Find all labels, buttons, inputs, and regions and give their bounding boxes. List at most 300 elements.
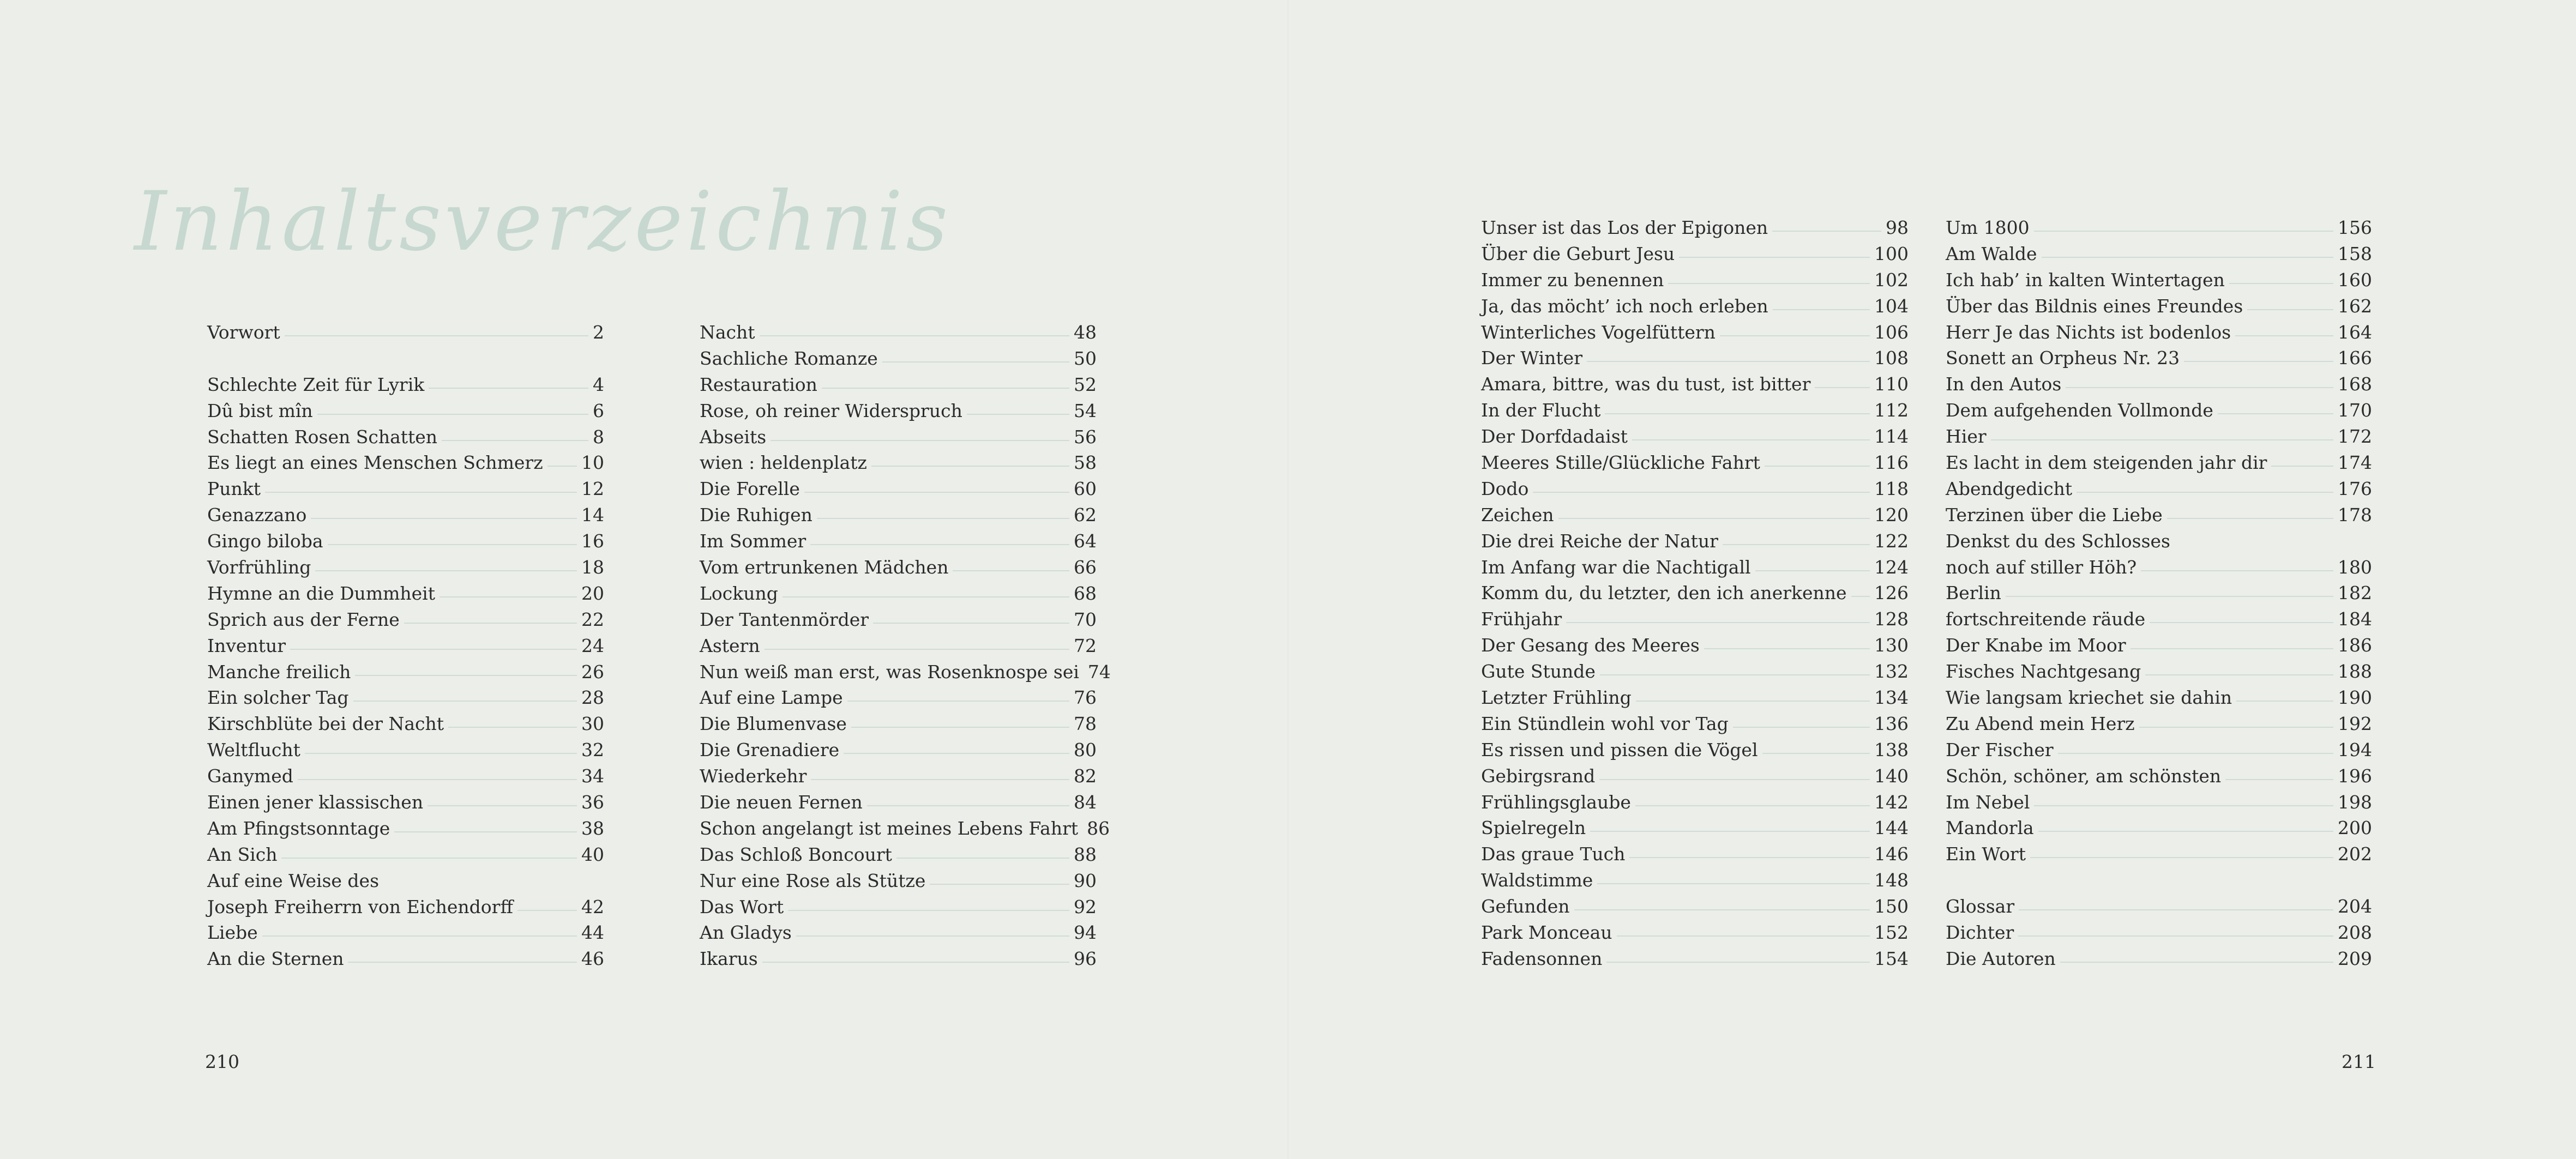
toc-entry-title: Im Anfang war die Nachtigall <box>1481 556 1751 578</box>
toc-entry <box>1481 763 1909 789</box>
toc-entry-title: An Gladys <box>700 922 792 944</box>
toc-entry-page: 144 <box>1874 817 1909 839</box>
toc-entry-title: Komm du, du letzter, den ich anerkenne <box>1481 582 1847 604</box>
toc-leader-line <box>1815 387 1870 388</box>
toc-entry <box>1946 319 2372 346</box>
toc-leader-line <box>844 753 1069 754</box>
toc-leader-line <box>867 805 1069 806</box>
toc-entry <box>1481 215 1909 241</box>
toc-entry-page: 180 <box>2338 556 2372 578</box>
toc-entry <box>1946 789 2372 816</box>
toc-entry-title: Nur eine Rose als Stütze <box>700 870 926 891</box>
toc-entry <box>700 528 1097 554</box>
toc-entry-page: 176 <box>2338 478 2372 499</box>
toc-entry <box>207 946 604 972</box>
toc-leader-line <box>953 570 1069 571</box>
toc-leader-line <box>1605 413 1870 414</box>
toc-leader-line <box>2145 674 2333 675</box>
toc-entry <box>700 398 1097 424</box>
toc-entry-title: Genazzano <box>207 504 307 526</box>
toc-entry <box>1946 632 2372 659</box>
toc-entry-title: wien : heldenplatz <box>700 452 867 474</box>
toc-leader-line <box>355 675 577 676</box>
toc-entry-page: 166 <box>2338 347 2372 369</box>
toc-entry-title: Punkt <box>207 478 261 500</box>
toc-entry-page: 92 <box>1074 896 1097 917</box>
toc-leader-line <box>2229 283 2333 284</box>
toc-leader-line <box>796 935 1069 937</box>
toc-entry-page: 112 <box>1874 400 1909 421</box>
toc-entry <box>207 842 604 868</box>
toc-entry-title: Die Blumenvase <box>700 713 847 735</box>
toc-entry <box>1946 397 2372 424</box>
toc-entry <box>1481 241 1909 267</box>
toc-leader-line <box>1723 544 1870 545</box>
toc-entry-title: Der Knabe im Moor <box>1946 635 2126 656</box>
toc-entry <box>700 711 1097 737</box>
toc-entry-page: 172 <box>2338 426 2372 448</box>
toc-entry <box>1946 711 2372 737</box>
toc-leader-line <box>298 779 577 780</box>
toc-entry <box>1481 397 1909 424</box>
toc-entry <box>1481 632 1909 659</box>
toc-entry-title: An Sich <box>207 843 278 865</box>
toc-leader-line <box>2006 596 2333 597</box>
toc-entry-title: In der Flucht <box>1481 400 1601 421</box>
toc-entry-title: Der Dorfdadaist <box>1481 426 1628 448</box>
toc-leader-line <box>1617 935 1870 937</box>
toc-entry-title: Dichter <box>1946 922 2014 944</box>
toc-entry-page: 22 <box>581 608 604 630</box>
toc-entry-title: Abendgedicht <box>1946 478 2073 499</box>
toc-entry <box>1946 737 2372 763</box>
toc-entry-title: Fadensonnen <box>1481 947 1603 969</box>
toc-entry <box>207 450 604 476</box>
toc-leader-line <box>1704 648 1870 649</box>
toc-leader-line <box>2019 909 2333 910</box>
toc-entry-page: 142 <box>1874 791 1909 813</box>
toc-entry-page: 16 <box>581 530 604 552</box>
toc-entry-page: 30 <box>581 713 604 735</box>
toc-entry-title: Waldstimme <box>1481 870 1593 891</box>
toc-entry <box>700 607 1097 633</box>
toc-entry <box>700 450 1097 476</box>
toc-entry-title: Über das Bildnis eines Freundes <box>1946 295 2243 317</box>
toc-leader-line <box>760 335 1069 336</box>
toc-entry <box>1481 267 1909 293</box>
toc-entry <box>1481 293 1909 319</box>
toc-entry <box>207 554 604 581</box>
toc-entry-title: Lockung <box>700 582 778 604</box>
toc-entry <box>700 737 1097 763</box>
toc-entry-page: 196 <box>2338 765 2372 787</box>
toc-entry <box>1946 345 2372 371</box>
toc-leader-line <box>1597 883 1870 884</box>
toc-leader-line <box>882 361 1069 363</box>
toc-leader-line <box>1629 857 1870 858</box>
toc-entry-page: 64 <box>1074 530 1097 552</box>
toc-entry-title: Spielregeln <box>1481 817 1586 839</box>
toc-entry-title: Das Schloß Boncourt <box>700 843 892 865</box>
toc-leader-line <box>783 596 1069 597</box>
toc-entry-title: Wie langsam kriechet sie dahin <box>1946 687 2232 709</box>
toc-entry <box>1946 371 2372 397</box>
toc-entry-page: 38 <box>581 817 604 839</box>
toc-entry-page: 90 <box>1074 870 1097 891</box>
toc-entry <box>207 816 604 842</box>
toc-entry-title: Das graue Tuch <box>1481 843 1626 865</box>
toc-entry-title: Ein Stündlein wohl vor Tag <box>1481 713 1729 734</box>
toc-entry <box>1481 685 1909 711</box>
toc-leader-line <box>1600 674 1870 675</box>
toc-leader-line <box>1991 439 2333 440</box>
toc-entry-page: 152 <box>1874 922 1909 944</box>
toc-entry-page: 36 <box>581 792 604 813</box>
toc-entry <box>1481 580 1909 606</box>
toc-leader-line <box>1755 570 1870 571</box>
toc-entry-page: 146 <box>1874 843 1909 865</box>
toc-entry-page: 78 <box>1074 713 1097 735</box>
toc-entry <box>700 476 1097 502</box>
toc-entry-page: 62 <box>1074 504 1097 526</box>
toc-entry-page: 102 <box>1874 269 1909 291</box>
toc-entry-page: 70 <box>1074 608 1097 630</box>
toc-entry <box>207 633 604 659</box>
toc-entry <box>1481 920 1909 946</box>
toc-entry <box>207 789 604 816</box>
toc-entry <box>207 868 604 894</box>
toc-leader-line <box>448 727 577 728</box>
toc-entry-page: 4 <box>593 373 604 395</box>
contents-heading: Inhaltsverzeichnis <box>134 174 952 269</box>
toc-entry-title: Dodo <box>1481 478 1529 499</box>
toc-entry-title: Hymne an die Dummheit <box>207 582 435 604</box>
toc-entry-page: 52 <box>1074 373 1097 395</box>
toc-entry-page: 48 <box>1074 322 1097 343</box>
toc-entry <box>1946 528 2372 554</box>
toc-entry-title: Manche freilich <box>207 661 351 683</box>
toc-entry <box>1481 319 1909 346</box>
toc-leader-line <box>440 596 577 597</box>
toc-entry-title: Im Nebel <box>1946 791 2030 813</box>
toc-entry-page: 116 <box>1874 452 1909 474</box>
toc-entry-title: Die neuen Fernen <box>700 792 863 813</box>
toc-entry <box>700 842 1097 868</box>
toc-entry-title: Vom ertrunkenen Mädchen <box>700 557 949 578</box>
toc-entry <box>700 763 1097 789</box>
toc-column-3 <box>1481 215 1909 972</box>
toc-leader-line <box>1533 492 1870 493</box>
toc-leader-line <box>930 884 1069 885</box>
toc-entry-title: Nun weiß man erst, was Rosenknospe sei <box>700 661 1079 683</box>
toc-leader-line <box>311 518 577 519</box>
toc-leader-line <box>1765 466 1870 467</box>
toc-entry-page: 66 <box>1074 557 1097 578</box>
toc-entry-title: Gute Stunde <box>1481 661 1596 683</box>
toc-entry-page: 96 <box>1074 948 1097 970</box>
toc-leader-line <box>2150 622 2333 623</box>
toc-leader-line <box>290 649 577 650</box>
toc-entry-title: Abseits <box>700 426 767 448</box>
toc-entry-page: 118 <box>1874 478 1909 499</box>
toc-leader-line <box>762 962 1069 963</box>
toc-leader-line <box>1558 518 1870 519</box>
toc-entry <box>700 816 1110 842</box>
toc-entry-title: Vorfrühling <box>207 557 311 578</box>
toc-entry-title: Um 1800 <box>1946 217 2030 238</box>
toc-entry-title: Es rissen und pissen die Vögel <box>1481 739 1758 760</box>
toc-entry-page: 20 <box>581 582 604 604</box>
toc-leader-line <box>2030 857 2333 858</box>
toc-entry-title: Winterliches Vogelfüttern <box>1481 321 1716 343</box>
toc-entry-page: 168 <box>2338 373 2372 395</box>
toc-entry-title: Herr Je das Nichts ist bodenlos <box>1946 321 2231 343</box>
toc-leader-line <box>1566 622 1870 623</box>
toc-entry <box>207 581 604 607</box>
toc-entry-title: Gefunden <box>1481 896 1570 917</box>
toc-entry-title: Die Forelle <box>700 478 800 500</box>
toc-entry-title: Ein Wort <box>1946 843 2026 865</box>
toc-entry-page: 56 <box>1074 426 1097 448</box>
toc-leader-line <box>2225 779 2333 780</box>
toc-entry-title: Die Ruhigen <box>700 504 812 526</box>
toc-entry-title: Gingo biloba <box>207 530 323 552</box>
toc-entry <box>1481 502 1909 528</box>
toc-leader-line <box>967 414 1069 415</box>
toc-entry-title: Der Tantenmörder <box>700 608 869 630</box>
toc-entry <box>700 659 1111 685</box>
toc-leader-line <box>442 440 588 441</box>
toc-leader-line <box>2042 257 2333 258</box>
toc-entry-page: 138 <box>1874 739 1909 760</box>
toc-entry-page: 182 <box>2338 582 2372 604</box>
toc-entry-title: Meeres Stille/Glückliche Fahrt <box>1481 452 1760 474</box>
toc-entry-page: 158 <box>2338 243 2372 264</box>
toc-entry-title: Restauration <box>700 373 817 395</box>
toc-leader-line <box>1668 283 1870 284</box>
toc-entry-page: 40 <box>581 843 604 865</box>
toc-entry <box>700 502 1097 528</box>
toc-leader-line <box>1720 335 1870 336</box>
toc-entry-title: Letzter Frühling <box>1481 687 1632 709</box>
toc-entry-page: 200 <box>2338 817 2372 839</box>
toc-entry-title: Die Autoren <box>1946 947 2056 969</box>
toc-entry <box>1481 894 1909 920</box>
toc-entry-title: In den Autos <box>1946 373 2062 395</box>
toc-entry-page: 50 <box>1074 347 1097 369</box>
toc-entry-title: An die Sternen <box>207 948 344 970</box>
toc-entry-page: 108 <box>1874 347 1909 369</box>
toc-leader-line <box>2058 753 2333 754</box>
toc-leader-line <box>765 649 1069 650</box>
toc-entry-page: 126 <box>1874 582 1909 604</box>
toc-entry-title: Ikarus <box>700 948 758 970</box>
toc-entry <box>207 920 604 946</box>
toc-entry <box>1946 502 2372 528</box>
toc-entry-title: Denkst du des Schlosses <box>1946 530 2170 552</box>
toc-entry-title: Kirschblüte bei der Nacht <box>207 713 444 735</box>
toc-entry-title: Ja, das möcht’ ich noch erleben <box>1481 295 1768 317</box>
toc-entry-page: 94 <box>1074 922 1097 944</box>
toc-entry-page: 174 <box>2338 452 2372 474</box>
toc-entry-page: 122 <box>1874 530 1909 552</box>
toc-entry <box>700 319 1097 346</box>
toc-entry <box>1946 815 2372 841</box>
toc-entry <box>1481 659 1909 685</box>
toc-entry-title: Auf eine Weise des <box>207 870 379 891</box>
toc-leader-line <box>2235 335 2333 336</box>
toc-leader-line <box>353 701 577 702</box>
toc-entry-page: 198 <box>2338 791 2372 813</box>
toc-entry-page: 170 <box>2338 400 2372 421</box>
toc-entry-page: 88 <box>1074 843 1097 865</box>
toc-entry-page: 190 <box>2338 687 2372 709</box>
toc-entry <box>1946 424 2372 450</box>
toc-entry-title: Hier <box>1946 426 1987 448</box>
toc-entry <box>207 894 604 920</box>
page-number-left: 210 <box>205 1051 239 1072</box>
toc-entry <box>700 581 1097 607</box>
toc-entry-page: 42 <box>581 896 604 917</box>
toc-leader-line <box>428 805 577 806</box>
toc-entry <box>700 920 1097 946</box>
toc-leader-line <box>1632 439 1870 440</box>
toc-entry <box>1946 476 2372 502</box>
toc-entry <box>1481 789 1909 816</box>
toc-entry <box>700 372 1097 398</box>
toc-entry-page: 2 <box>593 322 604 343</box>
toc-entry-page: 26 <box>581 661 604 683</box>
toc-leader-line <box>811 779 1069 780</box>
toc-entry-title: Ich hab’ in kalten Wintertagen <box>1946 269 2225 291</box>
toc-entry-title: Dem aufgehenden Vollmonde <box>1946 400 2213 421</box>
toc-leader-line <box>547 466 577 467</box>
toc-entry-title: Glossar <box>1946 896 2015 917</box>
toc-entry-page: 74 <box>1087 661 1111 683</box>
toc-entry-title: Dû bist mîn <box>207 400 313 421</box>
toc-entry <box>1946 606 2372 632</box>
toc-leader-line <box>2018 935 2333 937</box>
toc-leader-line <box>394 831 577 832</box>
right-page <box>1288 0 2576 1159</box>
toc-leader-line <box>822 388 1069 389</box>
toc-leader-line <box>315 570 577 571</box>
toc-entry <box>207 424 604 450</box>
toc-entry-page: 54 <box>1074 400 1097 421</box>
toc-entry-page: 209 <box>2338 947 2372 969</box>
toc-leader-line <box>517 910 577 911</box>
toc-entry <box>1481 424 1909 450</box>
toc-entry-title: Auf eine Lampe <box>700 687 843 709</box>
toc-entry-title: Schön, schöner, am schönsten <box>1946 765 2222 787</box>
toc-entry <box>1946 267 2372 293</box>
toc-entry-title: Weltflucht <box>207 739 300 761</box>
toc-entry-title: Die drei Reiche der Natur <box>1481 530 1718 552</box>
toc-entry-title: Das Wort <box>700 896 784 917</box>
toc-entry-page: 154 <box>1874 947 1909 969</box>
toc-entry-title: Einen jener klassischen <box>207 792 424 813</box>
toc-entry-page: 100 <box>1874 243 1909 264</box>
toc-leader-line <box>1635 805 1870 806</box>
toc-entry-title: Wiederkehr <box>700 765 807 787</box>
toc-leader-line <box>305 753 577 754</box>
toc-entry-title: Die Grenadiere <box>700 739 840 761</box>
toc-entry <box>700 946 1097 972</box>
toc-entry <box>1946 920 2372 946</box>
toc-entry <box>1481 841 1909 867</box>
toc-leader-line <box>817 518 1069 519</box>
toc-leader-line <box>1599 779 1870 780</box>
toc-entry-page: 130 <box>1874 635 1909 656</box>
toc-entry-title: Ein solcher Tag <box>207 687 349 709</box>
toc-entry-page: 160 <box>2338 269 2372 291</box>
toc-entry-page: 80 <box>1074 739 1097 761</box>
toc-leader-line <box>1606 962 1870 963</box>
toc-entry-title: Terzinen über die Liebe <box>1946 504 2163 526</box>
toc-entry <box>700 685 1097 711</box>
toc-entry <box>700 868 1097 894</box>
toc-entry <box>700 346 1097 372</box>
toc-entry-page: 106 <box>1874 321 1909 343</box>
toc-entry-page: 18 <box>581 557 604 578</box>
toc-entry-title: Schon angelangt ist meines Lebens Fahrt <box>700 817 1079 839</box>
toc-entry-page: 60 <box>1074 478 1097 500</box>
toc-entry-page: 34 <box>581 765 604 787</box>
toc-entry-title: Zu Abend mein Herz <box>1946 713 2135 734</box>
toc-entry-title: Sachliche Romanze <box>700 347 878 369</box>
toc-leader-line <box>804 492 1069 493</box>
toc-entry-page: 156 <box>2338 217 2372 238</box>
toc-leader-line <box>788 910 1069 911</box>
toc-entry <box>1946 580 2372 606</box>
toc-entry-page: 76 <box>1074 687 1097 709</box>
toc-entry <box>1946 894 2372 920</box>
toc-leader-line <box>429 388 588 389</box>
toc-leader-line <box>873 623 1069 624</box>
toc-entry-page: 84 <box>1074 792 1097 813</box>
toc-leader-line <box>262 935 577 937</box>
toc-entry-page: 58 <box>1074 452 1097 474</box>
toc-entry-title: Am Pfingstsonntage <box>207 817 390 839</box>
toc-entry-title: Fisches Nachtgesang <box>1946 661 2141 683</box>
toc-entry-page: 128 <box>1874 608 1909 630</box>
toc-entry-page: 114 <box>1874 426 1909 448</box>
toc-entry-title: Inventur <box>207 635 286 656</box>
toc-entry <box>207 372 604 398</box>
toc-entry-page: 164 <box>2338 321 2372 343</box>
toc-entry-page: 28 <box>581 687 604 709</box>
toc-leader-line <box>348 962 577 963</box>
toc-leader-line <box>771 440 1069 441</box>
toc-entry <box>700 789 1097 816</box>
toc-leader-line <box>810 544 1069 545</box>
toc-entry <box>1481 946 1909 972</box>
toc-entry-page: 136 <box>1874 713 1909 734</box>
toc-entry-title: Sprich aus der Ferne <box>207 608 400 630</box>
toc-entry-page: 202 <box>2338 843 2372 865</box>
toc-entry-title: Immer zu benennen <box>1481 269 1664 291</box>
toc-leader-line <box>1851 596 1870 597</box>
toc-entry-title: Der Fischer <box>1946 739 2054 760</box>
toc-leader-line <box>1574 909 1870 910</box>
toc-entry-page: 194 <box>2338 739 2372 760</box>
toc-entry-title: Vorwort <box>207 322 280 343</box>
toc-entry <box>207 685 604 711</box>
toc-leader-line <box>317 414 588 415</box>
toc-entry-title: Joseph Freiherrn von Eichendorff <box>207 896 513 917</box>
toc-entry-title: Frühjahr <box>1481 608 1562 630</box>
toc-leader-line <box>2167 518 2333 519</box>
